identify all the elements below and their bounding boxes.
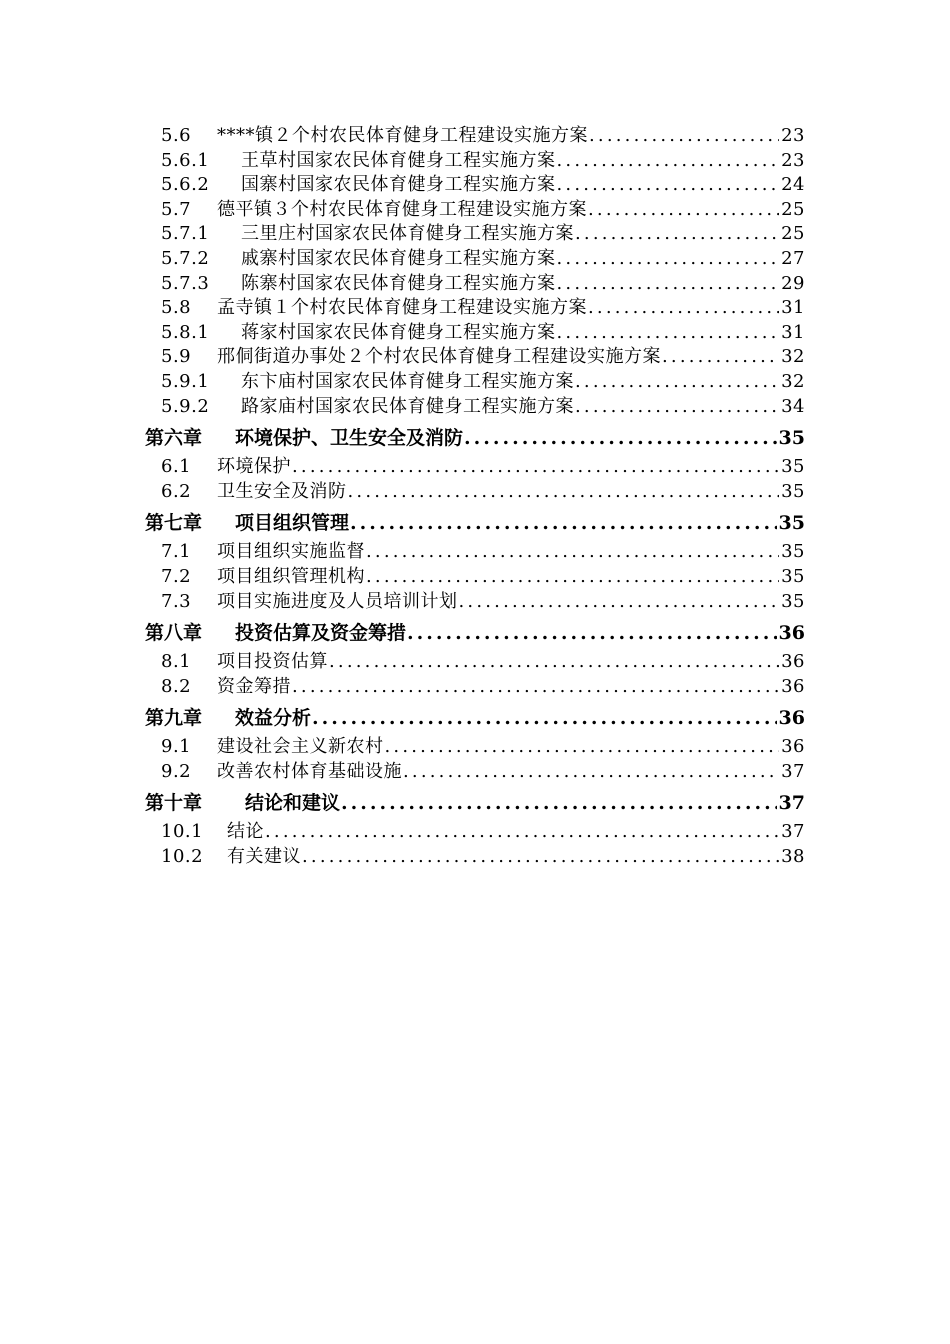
toc-section-entry[interactable]	[145, 272, 805, 297]
toc-entry-number: 5.7.1	[161, 223, 210, 245]
toc-page-number: 32	[781, 370, 805, 392]
toc-entry-number: 5.9.1	[161, 370, 210, 392]
toc-dot-leader	[347, 480, 780, 505]
toc-section-entry[interactable]	[145, 650, 805, 675]
toc-entry-title: ****镇２个村农民体育健身工程建设实施方案	[217, 125, 588, 146]
toc-dot-leader	[311, 701, 777, 735]
toc-section-entry[interactable]	[145, 345, 805, 370]
toc-page-number: 35	[781, 590, 805, 612]
toc-dot-leader	[328, 650, 779, 675]
toc-dot-leader	[574, 370, 779, 395]
toc-section-entry[interactable]	[145, 321, 805, 346]
toc-entry-number: 第七章	[145, 512, 203, 535]
toc-section-entry[interactable]	[145, 395, 805, 420]
toc-entry-title: 孟寺镇１个村农民体育健身工程建设实施方案	[217, 297, 587, 319]
toc-page-number: 31	[781, 297, 805, 319]
toc-entry-title: 戚寨村国家农民体育健身工程实施方案	[241, 247, 556, 269]
toc-page-number: 38	[781, 846, 805, 868]
toc-page-number: 35	[781, 565, 805, 587]
toc-entry-title: 资金筹措	[217, 675, 291, 697]
toc-section-entry[interactable]	[145, 480, 805, 505]
toc-entry-title: 环境保护、卫生安全及消防	[235, 427, 464, 450]
toc-entry-title: 邢侗街道办事处２个村农民体育健身工程建设实施方案	[217, 346, 661, 368]
toc-entry-number: 第六章	[145, 427, 203, 450]
toc-page-number: 36	[781, 675, 805, 697]
toc-entry-title: 卫生安全及消防	[217, 480, 347, 502]
toc-dot-leader	[402, 760, 779, 785]
toc-entry-number: 6.1	[161, 456, 192, 478]
toc-dot-leader	[463, 421, 777, 455]
toc-dot-leader	[574, 222, 779, 247]
toc-dot-leader	[291, 675, 779, 700]
toc-entry-title: 建设社会主义新农村	[217, 736, 384, 758]
toc-page-number: 27	[781, 247, 805, 269]
toc-page-number: 36	[781, 651, 805, 673]
toc-entry-number: 第十章	[145, 792, 203, 815]
toc-dot-leader	[340, 786, 777, 820]
toc-dot-leader	[587, 296, 779, 321]
toc-page-number: 37	[781, 821, 805, 843]
toc-section-entry[interactable]	[145, 370, 805, 395]
toc-entry-title: 效益分析	[235, 707, 312, 730]
toc-entry-number: 8.1	[161, 651, 192, 673]
toc-dot-leader	[365, 540, 779, 565]
toc-entry-title: 三里庄村国家农民体育健身工程实施方案	[241, 223, 574, 245]
table-of-contents	[145, 124, 805, 870]
toc-section-entry[interactable]	[145, 247, 805, 272]
toc-page-number: 37	[778, 792, 805, 815]
toc-entry-number: 5.9.2	[161, 395, 210, 417]
toc-entry-title: 环境保护	[217, 456, 291, 478]
toc-page-number: 35	[778, 512, 805, 535]
toc-dot-leader	[264, 820, 779, 845]
toc-page-number: 23	[781, 149, 805, 171]
toc-entry-number: 6.2	[161, 480, 192, 502]
toc-dot-leader	[556, 247, 780, 272]
toc-section-entry[interactable]	[145, 149, 805, 174]
toc-dot-leader	[588, 124, 779, 149]
toc-section-entry[interactable]	[145, 296, 805, 321]
toc-entry-title: 项目组织实施监督	[217, 541, 365, 563]
toc-entry-title: 项目实施进度及人员培训计划	[217, 590, 458, 612]
toc-page-number: 24	[781, 174, 805, 196]
toc-section-entry[interactable]	[145, 820, 805, 845]
toc-page-number: 29	[781, 272, 805, 294]
toc-page-number: 35	[781, 480, 805, 502]
toc-page-number: 36	[778, 707, 805, 730]
toc-chapter-entry[interactable]	[145, 506, 805, 540]
toc-entry-title: 路家庙村国家农民体育健身工程实施方案	[241, 395, 574, 417]
toc-entry-title: 改善农村体育基础设施	[217, 760, 402, 782]
toc-entry-number: 5.7.3	[161, 272, 210, 294]
toc-section-entry[interactable]	[145, 565, 805, 590]
toc-entry-number: 10.2	[161, 846, 204, 868]
toc-page-number: 34	[781, 395, 805, 417]
toc-entry-number: 7.2	[161, 565, 192, 587]
toc-entry-title: 东卞庙村国家农民体育健身工程实施方案	[241, 370, 574, 392]
toc-chapter-entry[interactable]	[145, 786, 805, 820]
toc-entry-title: 有关建议	[227, 846, 301, 868]
toc-entry-number: 5.8.1	[161, 321, 210, 343]
toc-section-entry[interactable]	[145, 198, 805, 223]
toc-dot-leader	[458, 590, 780, 615]
toc-dot-leader	[365, 565, 779, 590]
toc-page-number: 35	[778, 427, 805, 450]
toc-dot-leader	[587, 198, 779, 223]
toc-entry-number: 8.2	[161, 675, 192, 697]
toc-dot-leader	[661, 345, 779, 370]
toc-page-number: 32	[781, 346, 805, 368]
toc-section-entry[interactable]	[145, 735, 805, 760]
toc-entry-number: 第八章	[145, 622, 203, 645]
toc-section-entry[interactable]	[145, 173, 805, 198]
toc-dot-leader	[301, 845, 779, 870]
toc-dot-leader	[349, 506, 777, 540]
toc-entry-number: 5.7	[161, 198, 192, 220]
toc-dot-leader	[556, 149, 780, 174]
toc-section-entry[interactable]	[145, 540, 805, 565]
toc-entry-title: 王草村国家农民体育健身工程实施方案	[241, 149, 556, 171]
toc-entry-number: 7.1	[161, 541, 192, 563]
toc-entry-title: 项目投资估算	[217, 651, 328, 673]
toc-entry-title: 投资估算及资金筹措	[235, 622, 407, 645]
toc-dot-leader	[556, 272, 780, 297]
toc-entry-number: 10.1	[161, 821, 204, 843]
toc-page-number: 31	[781, 321, 805, 343]
toc-page-number: 36	[778, 622, 805, 645]
toc-entry-number: 第九章	[145, 707, 203, 730]
toc-entry-number: 5.7.2	[161, 247, 210, 269]
toc-page-number: 25	[781, 223, 805, 245]
toc-entry-title: 项目组织管理机构	[217, 565, 365, 587]
toc-page-number: 35	[781, 541, 805, 563]
toc-entry-number: 5.8	[161, 297, 192, 319]
toc-dot-leader	[574, 395, 779, 420]
toc-section-entry[interactable]	[145, 760, 805, 785]
toc-chapter-entry[interactable]	[145, 701, 805, 735]
toc-entry-title: 项目组织管理	[235, 512, 350, 535]
toc-page-number: 37	[781, 760, 805, 782]
toc-entry-title: 蒋家村国家农民体育健身工程实施方案	[241, 321, 556, 343]
toc-entry-number: 5.9	[161, 346, 192, 368]
toc-entry-number: 7.3	[161, 590, 192, 612]
toc-entry-title: 结论和建议	[245, 792, 341, 815]
toc-page-number: 25	[781, 198, 805, 220]
toc-section-entry[interactable]	[145, 222, 805, 247]
toc-dot-leader	[291, 455, 779, 480]
toc-entry-title: 国寨村国家农民体育健身工程实施方案	[241, 174, 556, 196]
toc-page-number: 36	[781, 736, 805, 758]
toc-entry-number: 5.6	[161, 125, 192, 146]
toc-chapter-entry[interactable]	[145, 616, 805, 650]
toc-dot-leader	[406, 616, 777, 650]
toc-section-entry[interactable]	[145, 590, 805, 615]
toc-section-entry[interactable]	[145, 675, 805, 700]
toc-entry-number: 9.1	[161, 736, 192, 758]
toc-dot-leader	[384, 735, 780, 760]
toc-entry-number: 5.6.1	[161, 149, 210, 171]
toc-dot-leader	[556, 321, 780, 346]
toc-chapter-entry[interactable]	[145, 421, 805, 455]
toc-page-number: 35	[781, 456, 805, 478]
toc-entry-title: 陈寨村国家农民体育健身工程实施方案	[241, 272, 556, 294]
toc-entry-number: 5.6.2	[161, 174, 210, 196]
toc-section-entry[interactable]	[145, 124, 805, 149]
toc-section-entry[interactable]	[145, 845, 805, 870]
toc-entry-number: 9.2	[161, 760, 192, 782]
toc-entry-title: 德平镇３个村农民体育健身工程建设实施方案	[217, 198, 587, 220]
toc-dot-leader	[556, 173, 780, 198]
toc-page-number: 23	[781, 125, 805, 146]
toc-section-entry[interactable]	[145, 455, 805, 480]
toc-entry-title: 结论	[227, 821, 264, 843]
